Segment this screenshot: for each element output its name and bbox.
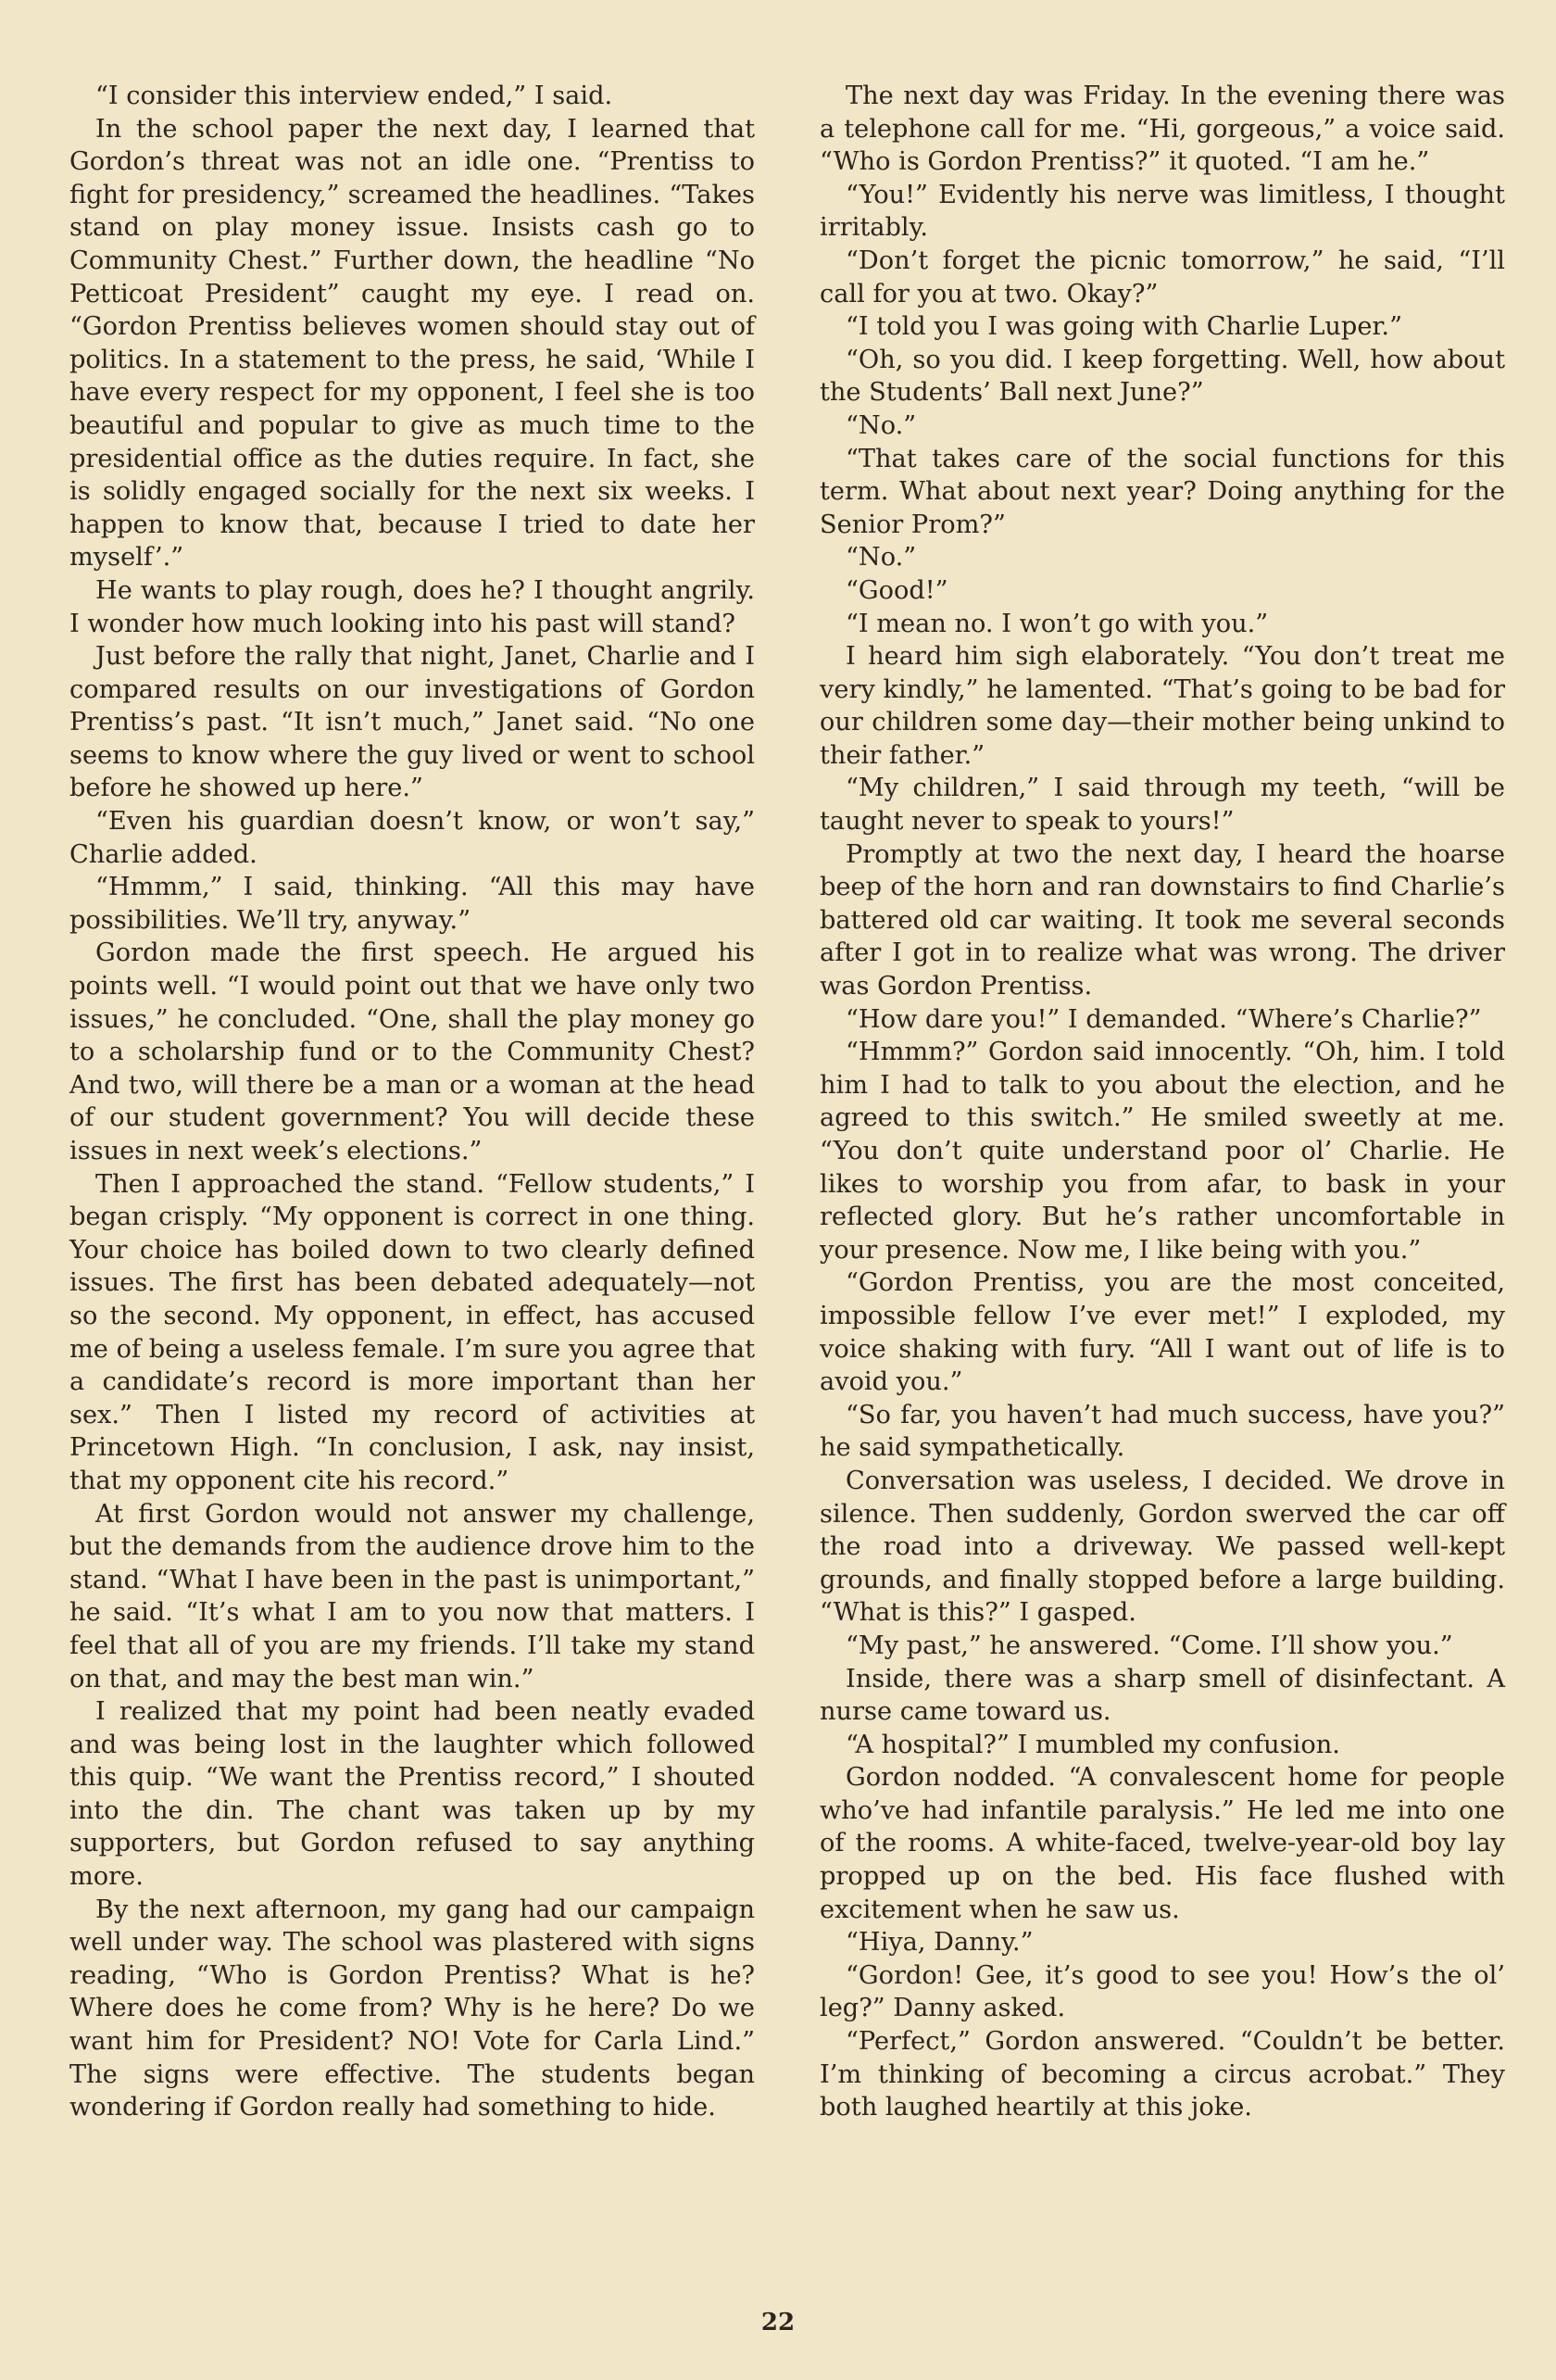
paragraph: “Good!”: [846, 575, 948, 605]
paragraph: “Hiya, Danny.”: [846, 1928, 1034, 1958]
paragraph: “No.”: [846, 410, 917, 440]
paragraph: “My past,” he answered. “Come. I’ll show you.”: [846, 1631, 1453, 1660]
paragraph: I heard him sigh elaborately. “You don’t treat me very kindly,” he lamented. “That’s going to be bad for our children some day—their mother being unkind to their father.”: [820, 642, 1505, 770]
paragraph: “I consider this interview ended,” I said.: [95, 82, 613, 110]
right-column: [820, 80, 1505, 2124]
paragraph: The next day was Friday. In the evening there was a telephone call for me. “Hi, gorgeous,” a voice said. “Who is Gordon Prentiss?” it quoted. “I am he.”: [820, 82, 1505, 177]
paragraph: “I mean no. I won’t go with you.”: [846, 609, 1269, 638]
paragraph: Just before the rally that night, Janet, Charlie and I compared results on our investigations of Gordon Prentiss’s past. “It isn’t much,” Janet said. “No one seems to know where the guy lived or went to school before he showed up here.”: [69, 642, 755, 803]
paragraph: “You!” Evidently his nerve was limitless, I thought irritably.: [820, 180, 1505, 243]
paragraph: Promptly at two the next day, I heard the hoarse beep of the horn and ran downstairs to find Charlie’s battered old car waiting. It took me several seconds after I got in to realize what was wrong. The driver was Gordon Prentiss.: [820, 839, 1505, 1001]
paragraph: Inside, there was a sharp smell of disinfectant. A nurse came toward us.: [820, 1664, 1505, 1727]
paragraph: “Even his guardian doesn’t know, or won’t say,” Charlie added.: [69, 807, 755, 869]
page-number: 22: [760, 2309, 796, 2336]
paragraph: “Gordon Prentiss, you are the most conceited, impossible fellow I’ve ever met!” I exploded, my voice shaking with fury. “All I want out of life is to avoid you.”: [820, 1268, 1505, 1397]
paragraph: Gordon nodded. “A convalescent home for people who’ve had infantile paralysis.” He led me into one of the rooms. A white-faced, twelve-year-old boy lay propped up on the bed. His face flushed with excitement when he saw us.: [820, 1763, 1505, 1924]
paragraph: In the school paper the next day, I learned that Gordon’s threat was not an idle one. “Prentiss to fight for presidency,” screamed the headlines. “Takes stand on play money issue. Insists cash go to Community Chest.” Further down, the headline “No Petticoat President” caught my eye. I read on. “Gordon Prentiss believes women should stay out of politics. In a statement to the press, he said, ‘While I have every respect for my opponent, I feel she is too beautiful and popular to give as much time to the presidential office as the duties require. In fact, she is solidly engaged socially for the next six weeks. I happen to know that, because I tried to date her myself’.”: [69, 114, 755, 573]
paragraph: “Perfect,” Gordon answered. “Couldn’t be better. I’m thinking of becoming a circus acrobat.” They both laughed heartily at this joke.: [820, 2027, 1505, 2122]
paragraph: “Hmmm,” I said, thinking. “All this may have possibilities. We’ll try, anyway.”: [69, 873, 755, 935]
paragraph: At first Gordon would not answer my challenge, but the demands from the audience drove him to the stand. “What I have been in the past is unimportant,” he said. “It’s what I am to you now that matters. I feel that all of you are my friends. I’ll take my stand on that, and may the best man win.”: [69, 1499, 755, 1694]
paragraph: “How dare you!” I demanded. “Where’s Charlie?”: [846, 1004, 1482, 1034]
paragraph: I realized that my point had been neatly evaded and was being lost in the laughter which followed this quip. “We want the Prentiss record,” I shouted into the din. The chant was taken up by my supporters, but Gordon refused to say anything more.: [69, 1697, 755, 1892]
paragraph: “So far, you haven’t had much success, have you?” he said sympathetically.: [820, 1400, 1505, 1463]
paragraph: “Don’t forget the picnic tomorrow,” he said, “I’ll call for you at two. Okay?”: [820, 246, 1505, 309]
paragraph: Then I approached the stand. “Fellow students,” I began crisply. “My opponent is correct in one thing. Your choice has boiled down to two clearly defined issues. The first has been debated adequately—not so the second. My opponent, in effect, has accused me of being a useless female. I’m sure you agree that a candidate’s record is more important than her sex.” Then I listed my record of activities at Princetown High. “In conclusion, I ask, nay insist, that my opponent cite his record.”: [69, 1169, 755, 1495]
paragraph: “I told you I was going with Charlie Luper.”: [846, 312, 1402, 342]
paragraph: By the next afternoon, my gang had our campaign well under way. The school was plastered with signs reading, “Who is Gordon Prentiss? What is he? Where does he come from? Why is he here? Do we want him for President? NO! Vote for Carla Lind.” The signs were effective. The students began wondering if Gordon really had something to hide.: [69, 1895, 755, 2122]
paragraph: “Hmmm?” Gordon said innocently. “Oh, him. I told him I had to talk to you about the election, and he agreed to this switch.” He smiled sweetly at me. “You don’t quite understand poor ol’ Charlie. He likes to worship you from afar, to bask in your reflected glory. But he’s rather uncomfortable in your presence. Now me, I like being with you.”: [820, 1038, 1505, 1265]
paragraph: “My children,” I said through my teeth, “will be taught never to speak to yours!”: [820, 774, 1505, 837]
left-column: [69, 80, 755, 2124]
paragraph: He wants to play rough, does he? I thought angrily. I wonder how much looking into his past will stand?: [69, 575, 755, 638]
paragraph: Gordon made the first speech. He argued his points well. “I would point out that we have only two issues,” he concluded. “One, shall the play money go to a scholarship fund or to the Community Chest? And two, will there be a man or a woman at the head of our student government? You will decide these issues in next week’s elections.”: [69, 938, 755, 1165]
paragraph: “Oh, so you did. I keep forgetting. Well, how about the Students’ Ball next June?”: [820, 345, 1505, 408]
paragraph: “No.”: [846, 543, 917, 573]
paragraph: “That takes care of the social functions for this term. What about next year? Doing anything for the Senior Prom?”: [820, 444, 1505, 539]
paragraph: “Gordon! Gee, it’s good to see you! How’s the ol’ leg?” Danny asked.: [820, 1960, 1505, 2023]
paragraph: “A hospital?” I mumbled my confusion.: [846, 1730, 1340, 1759]
paragraph: Conversation was useless, I decided. We drove in silence. Then suddenly, Gordon swerved the car off the road into a driveway. We passed well-kept grounds, and finally stopped before a large building. “What is this?” I gasped.: [820, 1466, 1505, 1628]
